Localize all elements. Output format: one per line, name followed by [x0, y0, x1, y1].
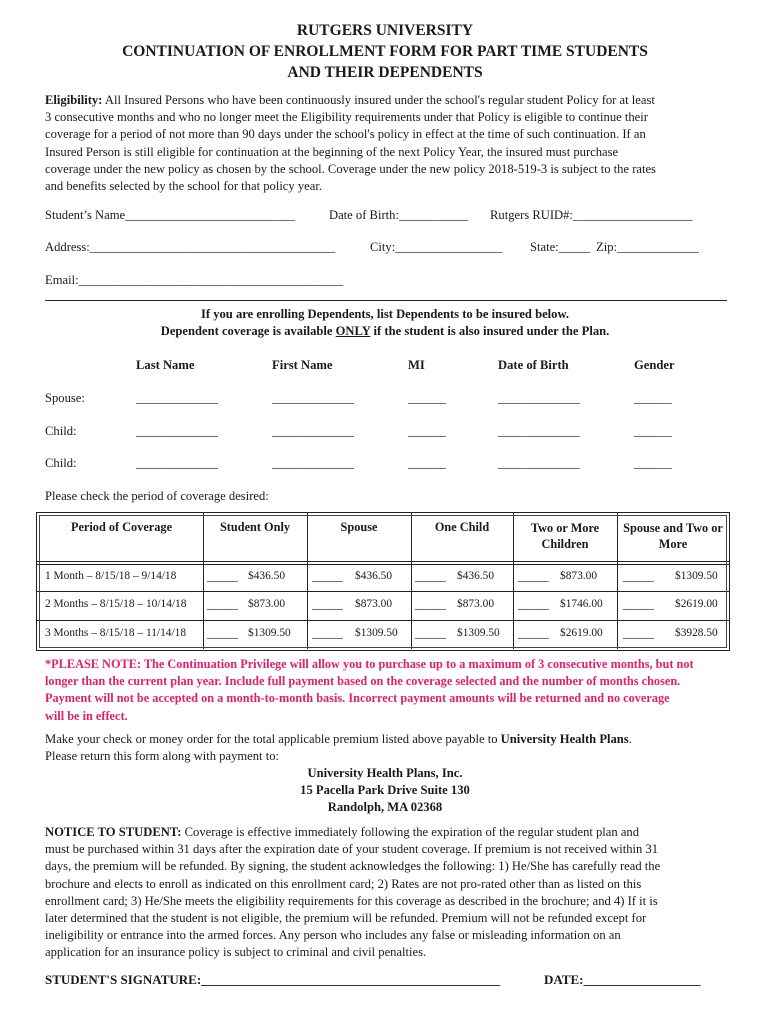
notice-label: NOTICE TO STUDENT: — [45, 825, 182, 839]
price: $1309.50 — [355, 627, 398, 639]
mailing-city: Randolph, MA 02368 — [327, 800, 443, 814]
checkbox-blank[interactable]: _____ — [207, 597, 238, 611]
student-name-field[interactable]: Student’s Name___________________________ — [45, 208, 296, 222]
row-label-child: Child: — [45, 424, 77, 438]
child1-first-name[interactable]: _____________ — [272, 424, 354, 438]
signature-field[interactable]: STUDENT'S SIGNATURE:______________________________________________ — [45, 972, 501, 987]
header-gender: Gender — [634, 358, 675, 372]
checkbox-blank[interactable]: _____ — [518, 597, 549, 611]
price: $436.50 — [248, 570, 286, 582]
checkbox-blank[interactable]: _____ — [207, 626, 238, 640]
checkbox-blank[interactable]: _____ — [415, 569, 446, 583]
checkbox-blank[interactable]: _____ — [518, 626, 549, 640]
checkbox-blank[interactable]: _____ — [623, 569, 654, 583]
price: $873.00 — [248, 598, 286, 610]
period-2-months: 2 Months – 8/15/18 – 10/14/18 — [45, 598, 187, 610]
child2-last-name[interactable]: _____________ — [136, 456, 218, 470]
spouse-gender[interactable]: ______ — [634, 391, 672, 405]
child1-mi[interactable]: ______ — [408, 424, 446, 438]
header-dob: Date of Birth — [498, 358, 569, 372]
checkbox-blank[interactable]: _____ — [623, 597, 654, 611]
spouse-first-name[interactable]: _____________ — [272, 391, 354, 405]
col-two-or-more: Two or More Children — [530, 521, 600, 551]
ruid-field[interactable]: Rutgers RUID#:___________________ — [490, 208, 693, 222]
notice-line: must be purchased within 31 days after the expiration date of your student coverage. If premium is not received within 31 — [45, 842, 659, 857]
price: $1309.50 — [675, 570, 718, 582]
note-line: will be in effect. — [45, 708, 128, 723]
coverage-prompt: Please check the period of coverage desired: — [45, 489, 269, 503]
eligibility-line: Insured Person is still eligible for continuation at the beginning of the next Policy Year, the insured must purchase — [45, 144, 619, 159]
checkbox-blank[interactable]: _____ — [312, 597, 343, 611]
notice-line: brochure and elects to enroll as indicated on this enrollment card; 2) Rates are not pro-rated other than as listed on this — [45, 876, 642, 891]
eligibility-line: coverage under the new policy as chosen by the school. Coverage under the new policy 2018-519-3 is subject to the rates — [45, 161, 656, 176]
child2-mi[interactable]: ______ — [408, 456, 446, 470]
checkbox-blank[interactable]: _____ — [312, 626, 343, 640]
title-form: CONTINUATION OF ENROLLMENT FORM FOR PART TIME STUDENTS — [122, 43, 648, 60]
price: $436.50 — [355, 570, 393, 582]
price: $1309.50 — [248, 627, 291, 639]
return-instructions: Please return this form along with payment to: — [45, 749, 279, 763]
row-label-spouse: Spouse: — [45, 391, 85, 405]
date-field[interactable]: DATE:__________________ — [544, 972, 701, 987]
note-line: longer than the current plan year. Include full payment based on the coverage selected and the number of months chosen. — [45, 674, 681, 689]
checkbox-blank[interactable]: _____ — [207, 569, 238, 583]
price: $436.50 — [457, 570, 495, 582]
eligibility-line: and benefits selected by the school for that policy year. — [45, 179, 322, 194]
period-1-month: 1 Month – 8/15/18 – 9/14/18 — [45, 570, 177, 582]
checkbox-blank[interactable]: _____ — [415, 597, 446, 611]
col-period: Period of Coverage — [70, 520, 173, 534]
child1-gender[interactable]: ______ — [634, 424, 672, 438]
eligibility-line: 3 consecutive months and who no longer meet the Eligibility requirements under that Policy is eligible to continue their — [45, 110, 648, 125]
eligibility-paragraph — [45, 92, 735, 195]
header-last-name: Last Name — [136, 358, 195, 372]
child2-dob[interactable]: _____________ — [498, 456, 580, 470]
payment-instructions: Make your check or money order for the total applicable premium listed above payable to University Health Plans. — [45, 732, 632, 746]
child2-first-name[interactable]: _____________ — [272, 456, 354, 470]
city-field[interactable]: City:_________________ — [370, 240, 503, 254]
title-dependents: AND THEIR DEPENDENTS — [287, 64, 483, 81]
spouse-mi[interactable]: ______ — [408, 391, 446, 405]
col-spouse: Spouse — [340, 520, 378, 534]
col-spouse-and-two: Spouse and Two or More — [623, 521, 723, 551]
period-3-months: 3 Months – 8/15/18 – 11/14/18 — [45, 627, 187, 639]
checkbox-blank[interactable]: _____ — [518, 569, 549, 583]
note-line: *PLEASE NOTE: The Continuation Privilege will allow you to purchase up to a maximum of 3 consecutive months, but not — [45, 657, 694, 671]
price: $1746.00 — [560, 598, 603, 610]
address-field[interactable]: Address:_______________________________________ — [45, 240, 336, 254]
mailing-street: 15 Pacella Park Drive Suite 130 — [300, 783, 470, 797]
dependents-condition: Dependent coverage is available ONLY if the student is also insured under the Plan. — [160, 324, 610, 338]
child1-dob[interactable]: _____________ — [498, 424, 580, 438]
note-line: Payment will not be accepted on a month-to-month basis. Incorrect payment amounts will be returned and no coverage — [45, 691, 670, 706]
child1-last-name[interactable]: _____________ — [136, 424, 218, 438]
row-label-child: Child: — [45, 456, 77, 470]
notice-line: days, the premium will be refunded. By signing, the student acknowledges the following: 1) He/She has carefully read the — [45, 859, 661, 874]
eligibility-line: coverage for a period of not more than 90 days under the school's policy in effect at the time of such continuation. If an — [45, 127, 646, 142]
price: $873.00 — [355, 598, 393, 610]
price: $3928.50 — [675, 627, 718, 639]
header-mi: MI — [408, 358, 425, 372]
price: $1309.50 — [457, 627, 500, 639]
eligibility-label: Eligibility: — [45, 93, 103, 107]
price: $2619.00 — [675, 598, 718, 610]
notice-line: later determined that the student is not eligible, the premium will be refunded. Premium will not be refunded except for — [45, 911, 647, 926]
eligibility-line: All Insured Persons who have been continuously insured under the school's regular student Policy for at least — [104, 93, 655, 107]
col-student-only: Student Only — [219, 520, 291, 534]
price: $873.00 — [560, 570, 598, 582]
zip-field[interactable]: Zip:_____________ — [596, 240, 699, 254]
header-first-name: First Name — [272, 358, 333, 372]
dob-field[interactable]: Date of Birth:___________ — [329, 208, 469, 222]
notice-line: application for an insurance policy is subject to criminal and civil penalties. — [45, 945, 427, 960]
dependents-intro: If you are enrolling Dependents, list Dependents to be insured below. — [200, 307, 570, 321]
child2-gender[interactable]: ______ — [634, 456, 672, 470]
state-field[interactable]: State:_____ — [530, 240, 591, 254]
spouse-last-name[interactable]: _____________ — [136, 391, 218, 405]
checkbox-blank[interactable]: _____ — [415, 626, 446, 640]
checkbox-blank[interactable]: _____ — [623, 626, 654, 640]
divider — [45, 300, 727, 301]
notice-line: enrollment card; 3) He/She meets the eligibility requirements for this coverage as described in the brochure; and 4) If it is — [45, 893, 658, 908]
email-field[interactable]: Email:__________________________________________ — [45, 273, 344, 287]
price: $873.00 — [457, 598, 495, 610]
checkbox-blank[interactable]: _____ — [312, 569, 343, 583]
please-note — [45, 656, 745, 725]
price: $2619.00 — [560, 627, 603, 639]
mailing-name: University Health Plans, Inc. — [307, 766, 463, 780]
spouse-dob[interactable]: _____________ — [498, 391, 580, 405]
notice-to-student: NOTICE TO STUDENT: Coverage is effective immediately following the expiration of the regular student plan and must be purchased within 31 days after the expiration date of your student coverage. If premium is not received within 31 days, the premium will be refunded. By signing, the student acknowledges the following: 1) He/She has carefully read the brochure and elects to enroll as indicated on this enrollment card; 2) Rates are not pro-rated other than as listed on this enrollment card; 3) He/She meets the eligibility requirements for this coverage as described in the brochure; and 4) If it is later determined that the student is not eligible, the premium will be refunded. Premium will not be refunded except for ineligibility or entrance into the armed forces. Any person who includes any false or misleading information on an application for an insurance policy is subject to criminal and civil penalties. — [45, 824, 745, 962]
notice-line: ineligibility or entrance into the armed forces. Any person who includes any false or misleading information on an — [45, 928, 621, 943]
title-university: RUTGERS UNIVERSITY — [296, 22, 474, 39]
col-one-child: One Child — [434, 520, 490, 534]
